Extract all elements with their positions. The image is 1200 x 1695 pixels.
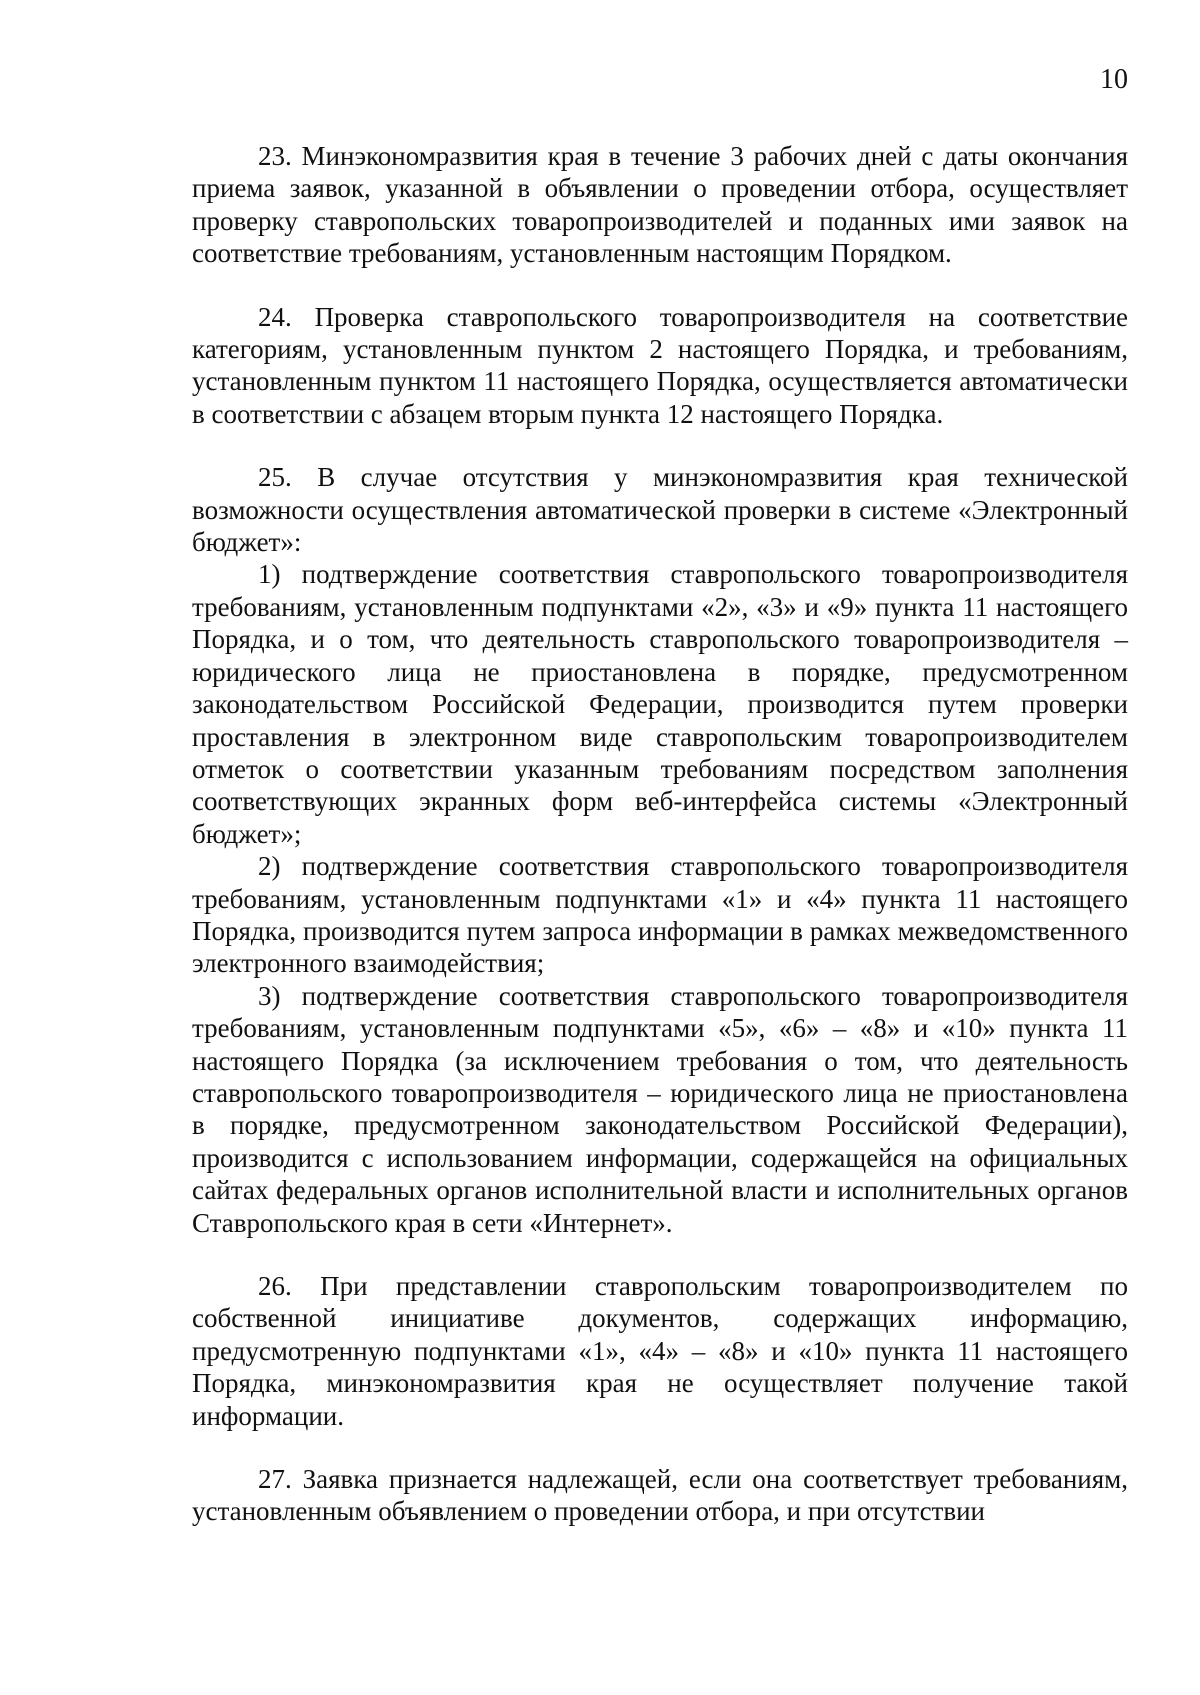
paragraph-25: 25. В случае отсутствия у минэкономразвития края технической возможности осуществления автоматической проверки в системе «Электронный бюджет»: xyxy=(192,462,1128,558)
paragraph-26: 26. При представлении ставропольским товаропроизводителем по собственной инициативе документов, содержащих информацию, предусмотренную подпунктами «1», «4» – «8» и «10» пункта 11 настоящего Порядка, минэкономразвития края не осуществляет получение такой информации. xyxy=(192,1271,1128,1431)
paragraph-27: 27. Заявка признается надлежащей, если она соответствует требованиям, установленным объявлением о проведении отбора, и при отсутствии xyxy=(192,1464,1128,1527)
document-body xyxy=(192,140,1128,1528)
paragraph-25-item-3: 3) подтверждение соответствия ставропольского товаропроизводителя требованиям, установленным подпунктами «5», «6» – «8» и «10» пункта 11 настоящего Порядка (за исключением требования о том, что деятельность ставропольского товаропроизводителя – юридического лица не приостановлена в порядке, предусмотренном законодательством Российской Федерации), производится с использованием информации, содержащейся на официальных сайтах федеральных органов исполнительной власти и исполнительных органов Ставропольского края в сети «Интернет». xyxy=(192,980,1128,1238)
paragraph-24: 24. Проверка ставропольского товаропроизводителя на соответствие категориям, установленным пунктом 2 настоящего Порядка, и требованиям, установленным пунктом 11 настоящего Порядка, осуществляется автоматически в соответствии с абзацем вторым пункта 12 настоящего Порядка. xyxy=(192,301,1128,429)
paragraph-23: 23. Минэкономразвития края в течение 3 рабочих дней с даты окончания приема заявок, указанной в объявлении о проведении отбора, осуществляет проверку ставропольских товаропроизводителей и поданных ими заявок на соответствие требованиям, установленным настоящим Порядком. xyxy=(192,141,1128,269)
paragraph-25-item-2: 2) подтверждение соответствия ставропольского товаропроизводителя требованиям, установленным подпунктами «1» и «4» пункта 11 настоящего Порядка, производится путем запроса информации в рамках межведомственного электронного взаимодействия; xyxy=(192,851,1128,979)
paragraph-25-item-1: 1) подтверждение соответствия ставропольского товаропроизводителя требованиям, установленным подпунктами «2», «3» и «9» пункта 11 настоящего Порядка, и о том, что деятельность ставропольского товаропроизводителя – юридического лица не приостановлена в порядке, предусмотренном законодательством Российской Федерации, производится путем проверки проставления в электронном виде ставропольским товаропроизводителем отметок о соответствии указанным требованиям посредством заполнения соответствующих экранных форм веб-интерфейса системы «Электронный бюджет»; xyxy=(192,559,1128,849)
page-number: 10 xyxy=(1100,64,1128,95)
